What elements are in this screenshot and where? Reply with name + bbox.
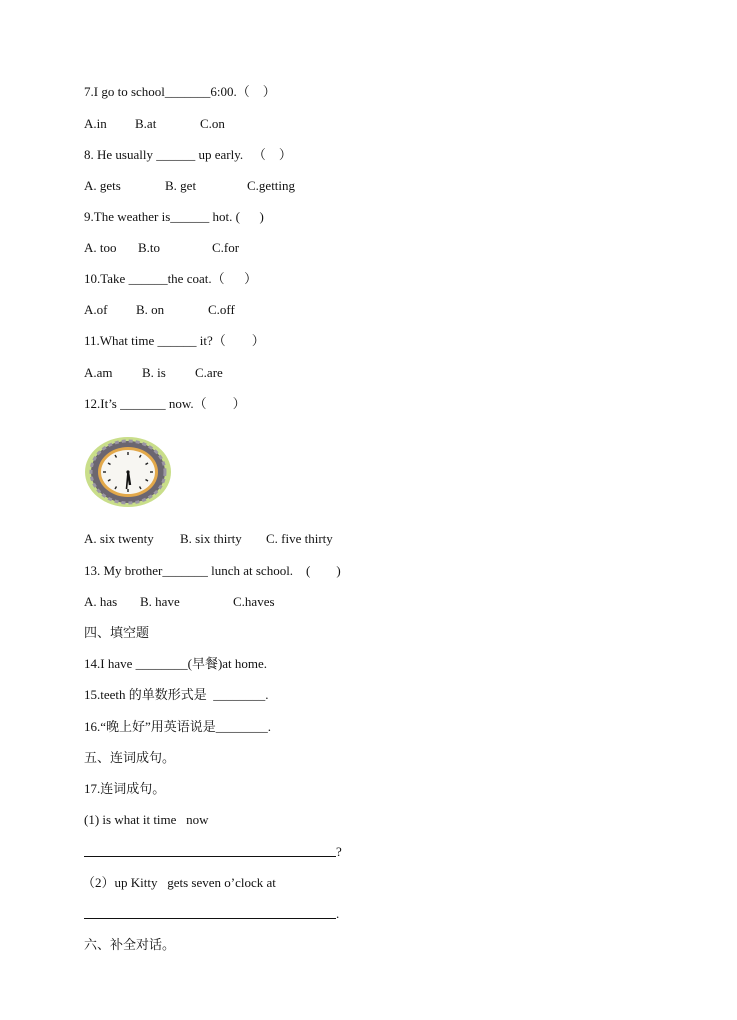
q9-option-a: A. too bbox=[84, 240, 117, 255]
q10-option-a: A.of bbox=[84, 302, 108, 317]
q7-option-c: C.on bbox=[200, 116, 225, 131]
q8-option-c: C.getting bbox=[247, 178, 296, 193]
question-15: 15.teeth 的单数形式是 ________. bbox=[84, 687, 269, 702]
question-17-part-2: （2）up Kitty gets seven o’clock at bbox=[82, 875, 276, 890]
q12-option-c: C. five thirty bbox=[266, 531, 333, 546]
answer-line-1-mark: ? bbox=[336, 844, 342, 859]
section-5-heading: 五、连词成句。 bbox=[84, 750, 176, 765]
question-10: 10.Take ______the coat.（ ） bbox=[84, 271, 258, 286]
question-16: 16.“晚上好”用英语说是________. bbox=[84, 719, 272, 734]
question-8: 8. He usually ______ up early. （ ） bbox=[84, 147, 292, 162]
q8-option-b: B. get bbox=[165, 178, 197, 193]
q7-option-a: A.in bbox=[84, 116, 107, 131]
q12-option-b: B. six thirty bbox=[180, 531, 242, 546]
q13-option-a: A. has bbox=[84, 594, 118, 609]
question-11: 11.What time ______ it?（ ） bbox=[84, 333, 265, 348]
section-6-heading: 六、补全对话。 bbox=[84, 937, 176, 952]
q7-option-b: B.at bbox=[135, 116, 157, 131]
question-9: 9.The weather is______ hot. ( ) bbox=[84, 209, 264, 224]
q8-option-a: A. gets bbox=[84, 178, 121, 193]
clock-image bbox=[84, 436, 172, 508]
question-17: 17.连词成句。 bbox=[84, 781, 166, 796]
answer-line-2 bbox=[84, 918, 336, 919]
q13-option-b: B. have bbox=[140, 594, 180, 609]
question-14: 14.I have ________(早餐)at home. bbox=[84, 656, 268, 671]
question-17-part-1: (1) is what it time now bbox=[84, 812, 209, 827]
q10-option-c: C.off bbox=[208, 302, 235, 317]
q10-option-b: B. on bbox=[136, 302, 165, 317]
answer-line-1 bbox=[84, 856, 336, 857]
q13-option-c: C.haves bbox=[233, 594, 275, 609]
question-13: 13. My brother_______ lunch at school. ( ) bbox=[84, 563, 341, 578]
question-12: 12.It’s _______ now.（ ） bbox=[84, 396, 246, 411]
q9-option-b: B.to bbox=[138, 240, 161, 255]
q12-option-a: A. six twenty bbox=[84, 531, 154, 546]
answer-line-2-mark: . bbox=[336, 906, 340, 921]
q11-option-a: A.am bbox=[84, 365, 113, 380]
q11-option-b: B. is bbox=[142, 365, 166, 380]
section-4-heading: 四、填空题 bbox=[84, 625, 150, 640]
q11-option-c: C.are bbox=[195, 365, 223, 380]
question-7: 7.I go to school_______6:00.（ ） bbox=[84, 84, 276, 99]
q9-option-c: C.for bbox=[212, 240, 240, 255]
